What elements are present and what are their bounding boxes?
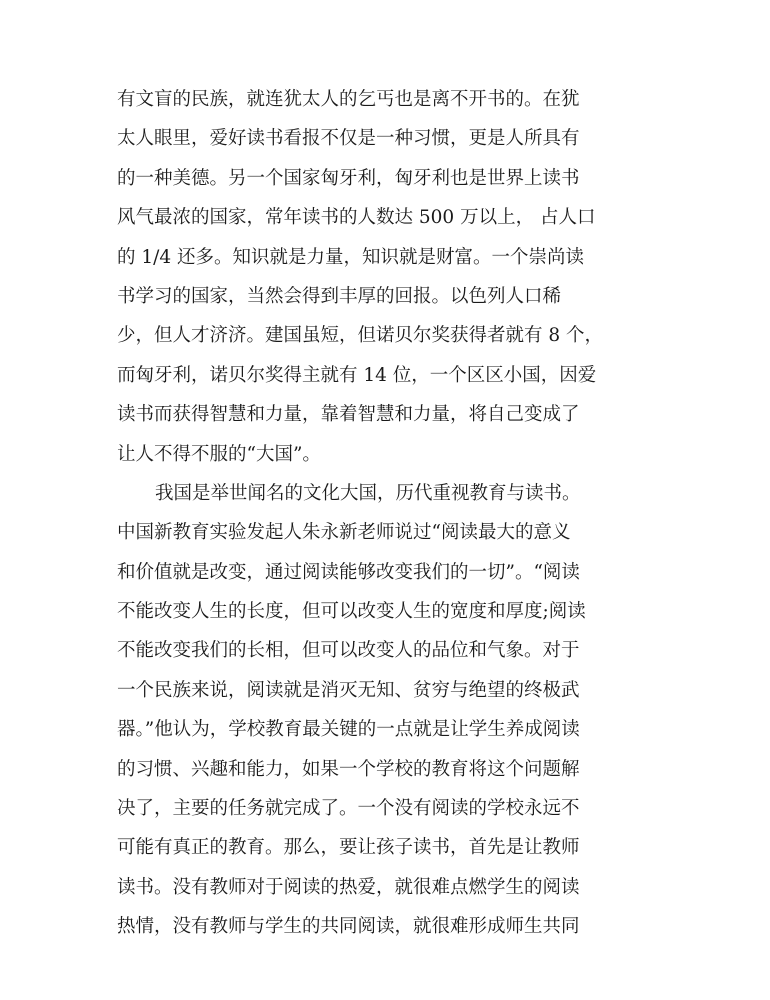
- text-line-7: 少，但人才济济。建国虽短，但诺贝尔奖获得者就有 8 个，: [117, 325, 604, 347]
- text-line-10: 让人不得不服的“大国”。: [117, 443, 321, 465]
- text-line-15: 不能改变我们的长相，但可以改变人的品位和气象。对于: [117, 640, 580, 662]
- text-line-8: 而匈牙利，诺贝尔奖得主就有 14 位，一个区区小国，因爱: [117, 364, 597, 386]
- text-line-1: 有文盲的民族，就连犹太人的乞丐也是离不开书的。在犹: [117, 89, 580, 110]
- text-line-17: 器。”他认为，学校教育最关键的一点就是让学生养成阅读: [117, 719, 580, 741]
- text-line-20: 可能有真正的教育。那么，要让孩子读书，首先是让教师: [117, 837, 580, 859]
- text-line-14: 不能改变人生的长度，但可以改变人生的宽度和厚度;阅读: [117, 601, 586, 623]
- text-line-4: 风气最浓的国家，常年读书的人数达 500 万以上， 占人口: [117, 207, 596, 229]
- text-line-5: 的 1/4 还多。知识就是力量，知识就是财富。一个崇尚读: [117, 246, 585, 268]
- text-line-19: 决了，主要的任务就完成了。一个没有阅读的学校永远不: [117, 798, 580, 820]
- text-line-21: 读书。没有教师对于阅读的热爱，就很难点燃学生的阅读: [117, 876, 580, 898]
- text-line-16: 一个民族来说，阅读就是消灭无知、贫穷与绝望的终极武: [117, 679, 580, 701]
- text-line-12: 中国新教育实验发起人朱永新老师说过“阅读最大的意义: [117, 522, 571, 544]
- text-line-22: 热情，没有教师与学生的共同阅读，就很难形成师生共同: [117, 916, 580, 938]
- text-line-9: 读书而获得智慧和力量，靠着智慧和力量，将自己变成了: [117, 404, 580, 426]
- body-text: [117, 80, 657, 947]
- paragraph-start-line: 我国是举世闻名的文化大国，历代重视教育与读书。: [155, 482, 581, 504]
- text-line-18: 的习惯、兴趣和能力，如果一个学校的教育将这个问题解: [117, 758, 580, 780]
- text-line-3: 的一种美德。另一个国家匈牙利，匈牙利也是世界上读书: [117, 167, 580, 189]
- text-line-6: 书学习的国家，当然会得到丰厚的回报。以色列人口稀: [117, 285, 562, 307]
- text-line-13: 和价值就是改变，通过阅读能够改变我们的一切”。“阅读: [117, 561, 580, 583]
- text-line-2: 太人眼里，爱好读书看报不仅是一种习惯，更是人所具有: [117, 128, 580, 150]
